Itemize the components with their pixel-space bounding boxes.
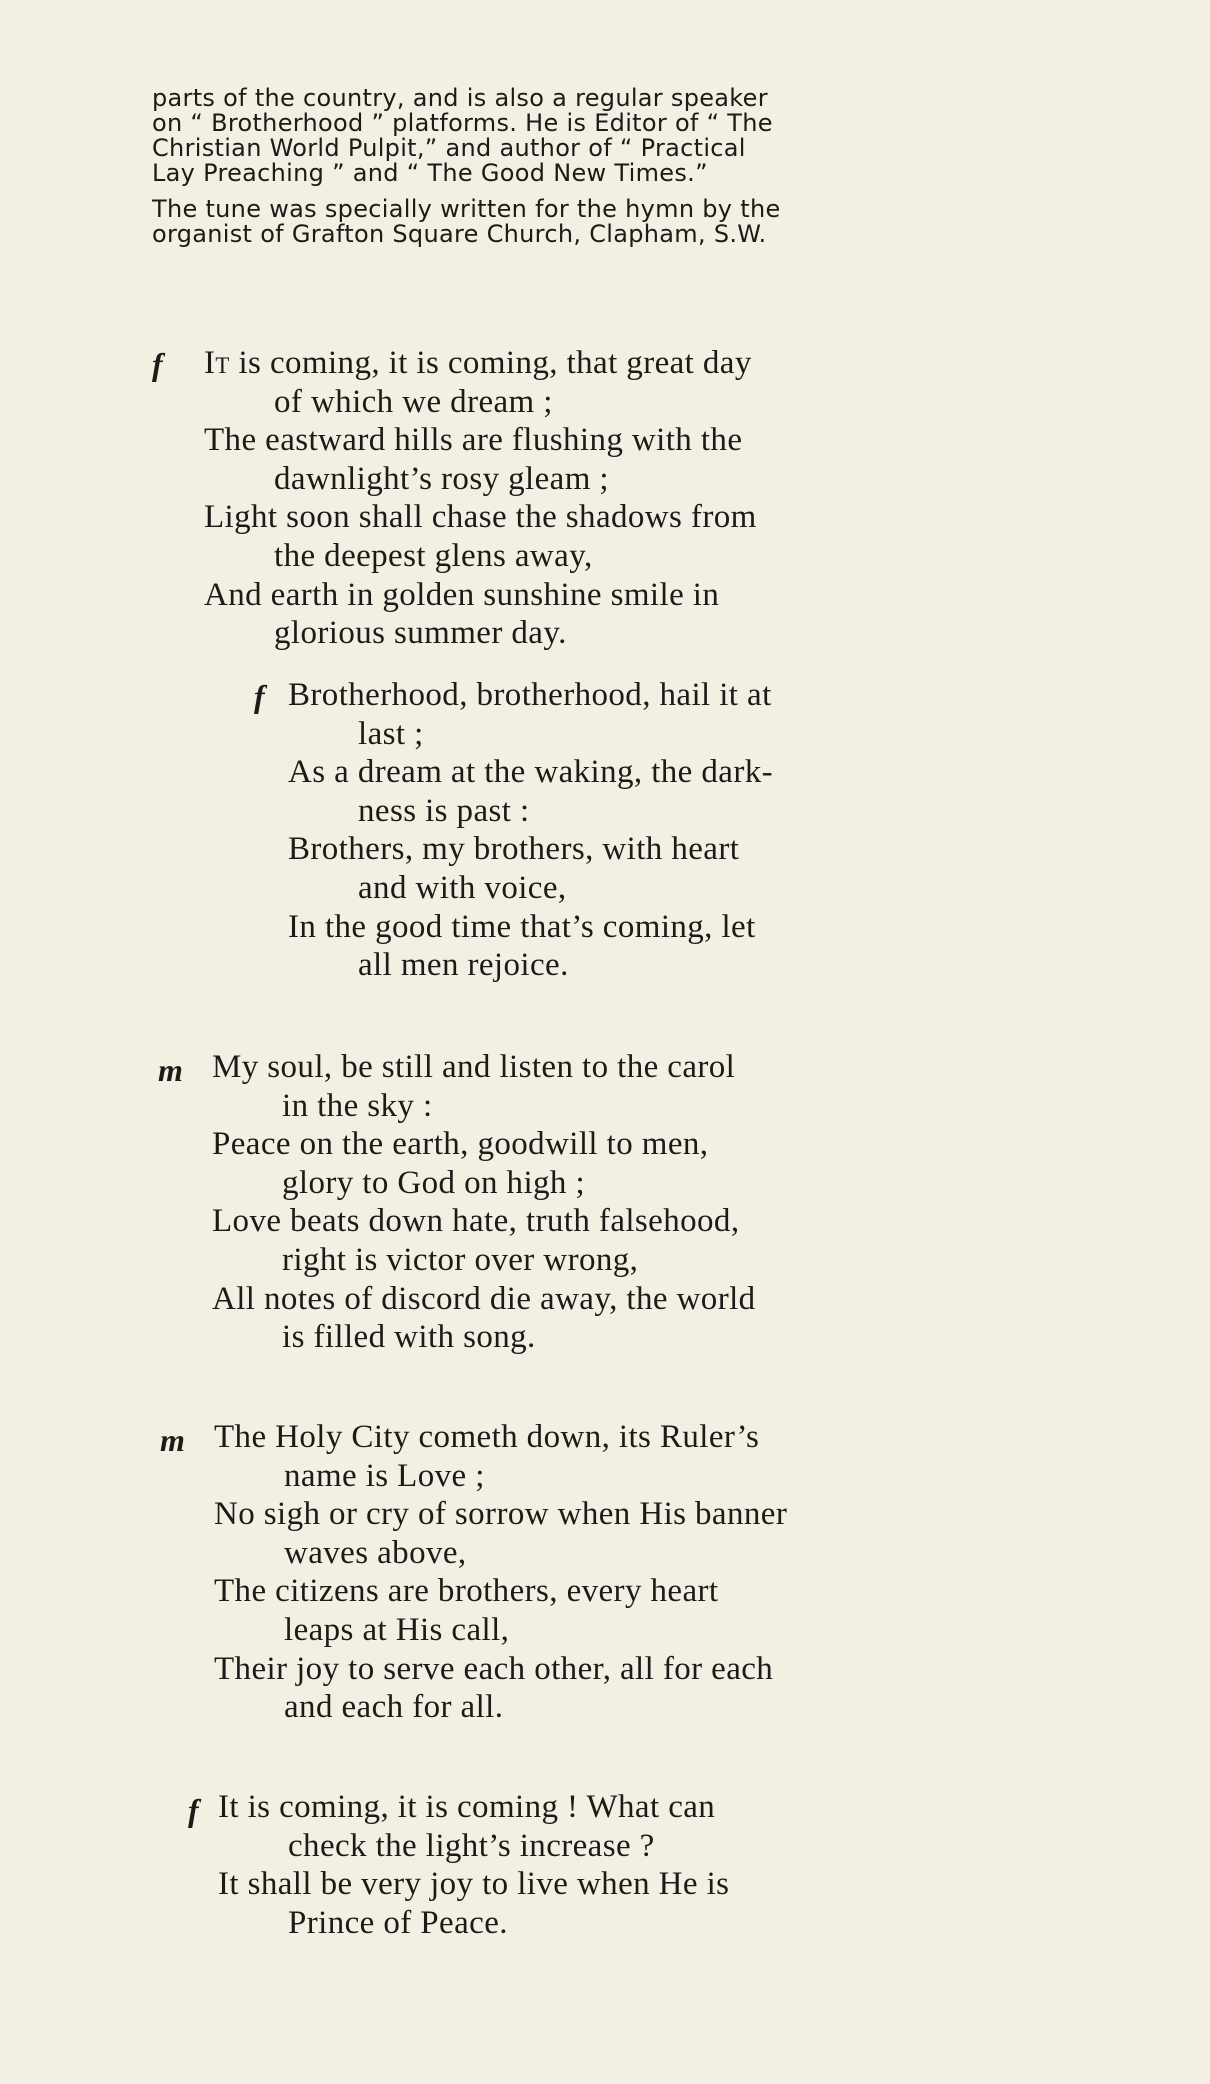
dynamics-mark: f (152, 346, 163, 382)
verse-line: name is Love ; (284, 1457, 485, 1494)
bio-line: Lay Preaching ” and “ The Good New Times.” (152, 159, 708, 187)
verse-line: It shall be very joy to live when He is (218, 1866, 730, 1903)
verse-line: Peace on the earth, goodwill to men, (212, 1126, 709, 1163)
tune-note-line: organist of Grafton Square Church, Clapham, S.W. (152, 220, 767, 248)
dynamics-mark: m (158, 1052, 183, 1088)
verse-line: The citizens are brothers, every heart (214, 1573, 719, 1610)
verse-line: right is victor over wrong, (282, 1241, 639, 1278)
verse-line: All notes of discord die away, the world (212, 1280, 756, 1317)
verse-line: glory to God on high ; (282, 1164, 586, 1201)
tune-note (152, 197, 972, 247)
verse-line: last ; (358, 715, 424, 752)
stanza-3 (212, 1048, 756, 1357)
stanza-5 (218, 1788, 729, 1942)
verse-line: The Holy City cometh down, its Ruler’s (214, 1419, 760, 1455)
verse-line: glorious summer day. (274, 615, 567, 652)
verse-line: It is coming, it is coming, that great day (204, 345, 752, 381)
verse-line: Light soon shall chase the shadows from (204, 499, 757, 536)
verse-line: ness is past : (358, 792, 530, 829)
verse-line: is filled with song. (282, 1319, 536, 1356)
dynamics-mark: m (160, 1422, 185, 1458)
stanza-2-refrain (288, 676, 773, 985)
verse-line: And earth in golden sunshine smile in (204, 576, 720, 613)
verse-line: As a dream at the waking, the dark- (288, 754, 773, 791)
verse-line: waves above, (284, 1534, 467, 1571)
verse-line: and each for all. (284, 1689, 504, 1726)
verse-line: leaps at His call, (284, 1611, 510, 1648)
intro-note (152, 86, 972, 247)
verse-line: check the light’s increase ? (288, 1827, 655, 1864)
verse-line: of which we dream ; (274, 383, 553, 420)
bio-line: parts of the country, and is also a regular speaker (152, 84, 768, 112)
verse-line: Their joy to serve each other, all for each (214, 1650, 774, 1687)
verse-line: Brothers, my brothers, with heart (288, 831, 740, 868)
dynamics-mark: f (188, 1792, 199, 1828)
initial-word: It (204, 345, 230, 381)
verse-line: and with voice, (358, 869, 567, 906)
verse-line: My soul, be still and listen to the carol (212, 1049, 736, 1085)
dynamics-mark: f (254, 678, 265, 714)
verse-line: The eastward hills are flushing with the (204, 422, 743, 459)
verse-line: all men rejoice. (358, 947, 569, 984)
verse-line: Prince of Peace. (288, 1904, 508, 1941)
verse-line: It is coming, it is coming ! What can (218, 1789, 716, 1825)
verse-line: Love beats down hate, truth falsehood, (212, 1203, 740, 1240)
verse-line: In the good time that’s coming, let (288, 908, 756, 945)
verse-line: the deepest glens away, (274, 537, 593, 574)
tune-note-line: The tune was specially written for the hymn by the (152, 195, 781, 223)
bio-line: Christian World Pulpit,” and author of “ Practical (152, 134, 746, 162)
verse-line: Brotherhood, brotherhood, hail it at (288, 677, 772, 713)
verse-line: in the sky : (282, 1087, 433, 1124)
bio-line: on “ Brotherhood ” platforms. He is Editor of “ The (152, 109, 773, 137)
verse-line: No sigh or cry of sorrow when His banner (214, 1496, 788, 1533)
author-bio (152, 86, 972, 186)
stanza-4 (214, 1418, 787, 1727)
stanza-1 (204, 344, 757, 653)
verse-line: dawnlight’s rosy gleam ; (274, 460, 609, 497)
